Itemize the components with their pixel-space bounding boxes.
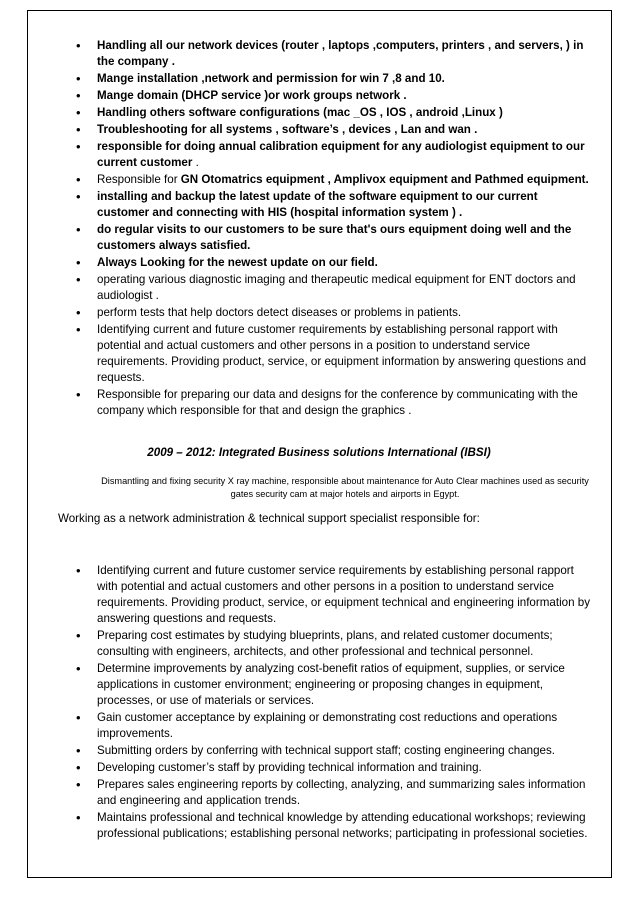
list-item-text: installing and backup the latest update of the software equipment to our current customer and connecting with HIS (hospital information system ) . (97, 190, 538, 219)
list-item (76, 189, 591, 221)
list-item (76, 71, 591, 87)
list-item-text: Handling others software configurations (mac _OS , IOS , android ,Linux ) (97, 106, 503, 119)
list-item-text: Identifying current and future customer requirements by establishing personal rapport with potential and actual customers and other persons in a position to understand service requirements. Providing product, service, or equipment information by answering questions and requests. (97, 323, 587, 384)
list-item: • Identifying current and future customer service requirements by establishing personal rapport with potential and actual customers and other persons in a position to understand service requirements. Providing product, service, or equipment technical and engineering information by answering questions and requests. (76, 563, 591, 627)
list-item (76, 387, 591, 419)
job-description: Dismantling and fixing security X ray machine, responsible about maintenance for Auto Clear machines used as security gates security cam at major hotels and airports in Egypt. (101, 476, 589, 499)
list-item: • Preparing cost estimates by studying blueprints, plans, and related customer documents; consulting with engineers, architects, and other professional and technical personnel. (76, 628, 591, 660)
list-item: • Maintains professional and technical knowledge by attending educational workshops; reviewing professional publications; establishing personal networks; participating in professional societies. (76, 810, 591, 842)
list-item-text: Always Looking for the newest update on our field. (97, 256, 378, 269)
list-item (76, 322, 591, 386)
list-item: • Prepares sales engineering reports by collecting, analyzing, and summarizing sales information and engineering and application trends. (76, 777, 591, 809)
list-item (76, 88, 591, 104)
list-item: • Gain customer acceptance by explaining or demonstrating cost reductions and operations improvements. (76, 710, 591, 742)
list-item (76, 122, 591, 138)
list-item-text: Handling all our network devices (router , laptops ,computers, printers , and servers, ) in the company . (97, 39, 584, 68)
list-item: • Determine improvements by analyzing cost-benefit ratios of equipment, supplies, or service applications in customer environment; engineering or proposing changes in equipment, processes, or use of materials or services. (76, 661, 591, 709)
list-item (76, 139, 591, 171)
job-heading: 2009 – 2012: Integrated Business solutions International (IBSI) (147, 446, 491, 459)
list-item: • Developing customer’s staff by providing technical information and training. (76, 760, 591, 776)
intro-text: Working as a network administration & technical support specialist responsible for: (58, 512, 480, 525)
list-item-text: Troubleshooting for all systems , software’s , devices , Lan and wan . (97, 123, 478, 136)
list-item-text: do regular visits to our customers to be sure that's ours equipment doing well and the customers always satisfied. (97, 223, 572, 252)
list-item (76, 105, 591, 121)
list-item (76, 38, 591, 70)
list-item-text: perform tests that help doctors detect diseases or problems in patients. (97, 306, 462, 319)
list-item (76, 222, 591, 254)
list-item (76, 172, 591, 188)
list-item (76, 255, 591, 271)
responsibilities-list-2 (76, 563, 591, 843)
list-item-text: responsible for doing annual calibration equipment for any audiologist equipment to our current customer (97, 140, 585, 169)
list-item-text: Mange installation ,network and permission for win 7 ,8 and 10. (97, 72, 445, 85)
list-item-text: Responsible for preparing our data and designs for the conference by communicating with the company which responsible for that and design the graphics . (97, 388, 578, 417)
list-item-text: . (192, 156, 199, 169)
list-item-text: Responsible for (97, 173, 181, 186)
responsibilities-list-1 (76, 38, 591, 420)
list-item-text: GN Otomatrics equipment , Amplivox equipment and Pathmed equipment. (180, 173, 589, 186)
list-item (76, 272, 591, 304)
list-item: • Submitting orders by conferring with technical support staff; costing engineering changes. (76, 743, 591, 759)
list-item-text: operating various diagnostic imaging and therapeutic medical equipment for ENT doctors and audiologist . (97, 273, 576, 302)
list-item (76, 305, 591, 321)
list-item-text: Mange domain (DHCP service )or work groups network . (97, 89, 407, 102)
